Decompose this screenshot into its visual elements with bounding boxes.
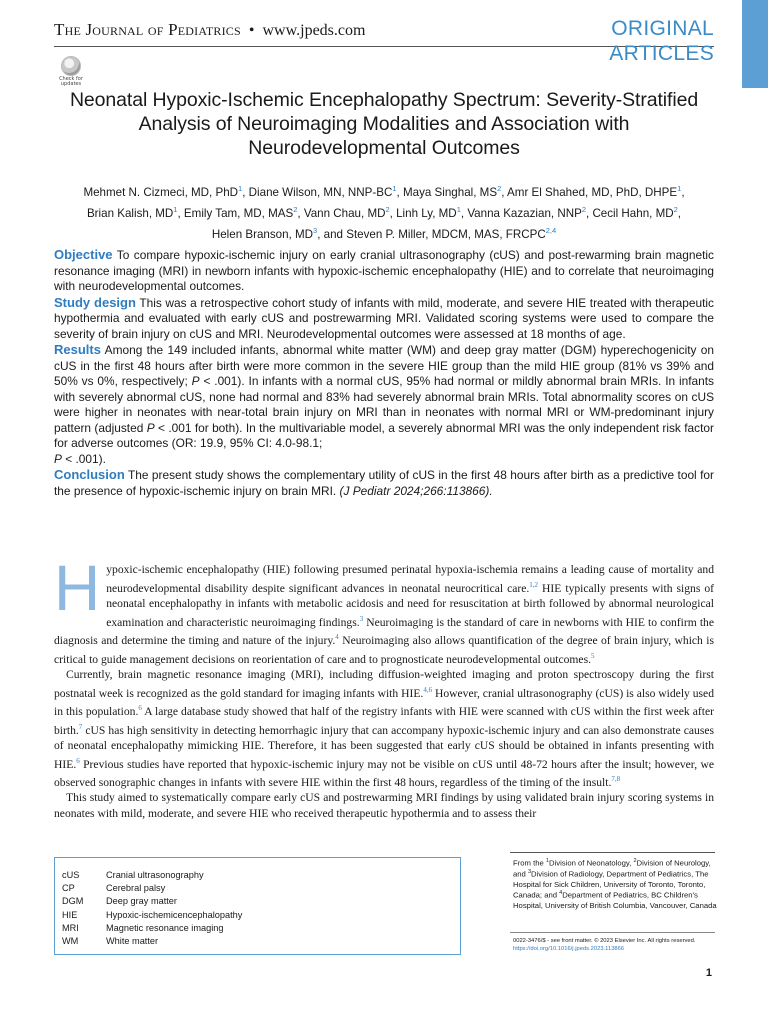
author: Diane Wilson, MN, NNP-BC (248, 185, 393, 199)
section-color-bar (742, 0, 768, 88)
author: Amr El Shahed, MD, PhD, DHPE (507, 185, 678, 199)
copyright-rule (510, 932, 715, 933)
reference-link[interactable]: 4 (335, 633, 339, 642)
article-title: Neonatal Hypoxic-Ischemic Encephalopathy Spectrum: Severity-Stratified Analysis of Neuroimaging Modalities and Association with Neurodevelopmental Outcomes (69, 89, 699, 159)
doi-link[interactable]: https://doi.org/10.1016/j.jpeds.2023.113866 (513, 946, 625, 952)
affiliations: From the $^1$Division of Neonatology, $^2$Division of Neurology, and $^3$Division of Radiology, Department of Pediatrics, The Hospital for Sick Children, University of Toronto, Toronto, Canada; and $^4$Department of Pediatrics, BC Children's Hospital, University of British Columbia, Vancouver, Canada (513, 858, 717, 910)
reference-link[interactable]: 7 (78, 722, 83, 731)
journal-name[interactable]: The Journal of Pediatrics (54, 20, 241, 39)
author-list: Mehmet N. Cizmeci, MD, PhD$^1$, Diane Wilson, MN, NNP-$BC^1$, Maya Singhal, $MS^2$, Amr El Shahed, MD, PhD, DHPE$^1$, Brian Kalish, $MD^1$, Emily Tam, MD, MAS$^2$, Vann Chau, $MD^2$, Linh Ly, $MD^1$, Vanna Kazazian, NNP$^2$, Cecil Hahn, $MD^2$, Helen Branson, $MD^3$, and Steven P. Miller, MDCM, MAS, FRCPC$^{2,4}$ (83, 184, 685, 241)
copyright: 0022-3476/$ - see front matter. © 2023 Elsevier Inc. All rights reserved. (513, 938, 696, 944)
abbreviation-row: CP Cerebral palsy (62, 883, 166, 894)
abbreviations-box (54, 857, 461, 955)
abbreviation-row: WM White matter (62, 936, 159, 947)
abbreviation-row: DGM Deep gray matter (62, 896, 177, 907)
abstract-conclusion: Conclusion The present study shows the complementary utility of cUS in the first 48 hours after birth as a predictive tool for the presence of hypoxic-ischemic injury on brain MRI. (J Pediatr 2024;266:113866). (54, 467, 714, 498)
header-separator: • (248, 22, 255, 39)
reference-link[interactable]: 5 (591, 651, 595, 660)
journal-website-link[interactable]: www.jpeds.com (262, 22, 366, 39)
paragraph: This study aimed to systematically compare early cUS and postrewarming MRI findings by using validated brain injury scoring systems in neonates with mild, moderate, and severe HIE who received therapeutic hypothermia and to assess their (54, 791, 714, 821)
reference-link[interactable]: 6 (76, 756, 80, 765)
author: Maya Singhal, MS (402, 185, 498, 199)
reference-link[interactable]: 4,6 (423, 685, 433, 694)
author: Linh Ly, MD (396, 206, 457, 220)
author: Mehmet N. Cizmeci, MD, PhD (83, 185, 239, 199)
abstract (54, 247, 714, 499)
abbreviation-row: cUS Cranial ultrasonography (62, 870, 204, 880)
paragraph: Hypoxic-ischemic encephalopathy (HIE) following presumed perinatal hypoxia-ischemia remains a leading cause of mortality and neurodevelopmental disability despite significant advances in neonatal neurocritical care.$^{1,2}$ HIE typically presents with signs of neonatal encephalopathy in infants with metabolic acidosis and need for resuscitation at birth followed by abnormal neurological examination and characteristic neuroimaging findings.$^3$ Neuroimaging is the standard of care in newborns with HIE to confirm the diagnosis and determine the timing and nature of the injury.$^4$ Neuroimaging also allows quantification of the degree of brain injury, which is critical to guide management decisions on reorientation of care and to prognosticate neurodevelopmental outcomes.$^5$ (54, 552, 714, 666)
abstract-study-design: Study design This was a retrospective cohort study of infants with mild, moderate, and severe HIE treated with therapeutic hypothermia and evaluated with early cUS and postrewarming MRI. Validated scoring systems were used to compare the severity of brain injury on cUS and MRI. Neurodevelopmental outcomes were assessed at 18 months of age. (54, 294, 715, 341)
section-label: ORIGINAL ARTICLES (609, 17, 714, 65)
reference-link[interactable]: 6 (138, 704, 142, 713)
paragraph: Currently, brain magnetic resonance imaging (MRI), including diffusion-weighted imaging and proton spectroscopy during the first postnatal week is recognized as the gold standard for imaging infants with HIE.$^{4,6}$ However, cranial ultrasonography (cUS) is also widely used in this population.$^6$ A large database study showed that half of the registry infants with HIE were scanned with cUS within the first week after birth.$^7$ cUS has high sensitivity in detecting hemorrhagic injury that can accompany hypoxic-ischemic injury and can also demonstrate causes of neonatal encephalopathy mimicking HIE. Therefore, it has been suggested that early cUS should be obtained in infants presenting with HIE.$^6$ Previous studies have reported that hypoxic-ischemic injury may not be visible on cUS until 48-72 hours after the insult; however, we observed sonographic changes in infants with severe HIE within the first 48 hours, regardless of the timing of the insult.$^{7,8}$ (54, 668, 715, 789)
author: Brian Kalish, MD (86, 206, 174, 220)
author: Emily Tam, MD, MAS (183, 206, 294, 220)
crossmark-icon (61, 56, 81, 76)
author: Helen Branson, MD (211, 227, 314, 241)
author: Vann Chau, MD (303, 206, 386, 220)
abbreviation-row: HIE Hypoxic-ischemicencephalopathy (62, 909, 243, 920)
abstract-objective: Objective To compare hypoxic-ischemic injury on early cranial ultrasonography (cUS) and post-rewarming brain magnetic resonance imaging (MRI) in newborn infants with hypoxic-ischemic encephalopathy (HIE) and to correlate that neuroimaging with neurodevelopmental outcomes. (54, 247, 714, 293)
drop-cap: H (54, 552, 101, 624)
citation: (J Pediatr 2024;266:113866). (339, 483, 493, 498)
page-number: 1 (705, 967, 712, 979)
affiliation-rule (510, 852, 715, 853)
abbreviation-row: MRI Magnetic resonance imaging (62, 922, 224, 933)
author: Cecil Hahn, MD (592, 206, 674, 220)
author: Steven P. Miller, MDCM, MAS, FRCPC (346, 227, 546, 241)
body-text (54, 552, 715, 822)
reference-link[interactable]: 1,2 (529, 580, 539, 589)
abstract-results: Results Among the 149 included infants, abnormal white matter (WM) and deep gray matter (DGM) hyperechogenicity on cUS in the first 48 hours after birth were more common in the severe HIE group than the mild HIE group (81% vs 39% and 50% vs 0%, respectively; P < .001). In infants with a normal cUS, 95% had normal or mildly abnormal brain MRIs. In infants with severely abnormal cUS, none had normal and 83% had severely abnormal brain MRIs. Total abnormality scores on cUS were higher in neonates with near-total brain injury on MRI than in neonates with normal MRI or WM-predominant injury pattern (adjusted P < .001 for both). In the multivariable model, a severely abnormal MRI was the only independent risk factor for adverse outcomes (OR: 19.9, 95% CI: 4.0-98.1; P < .001). (54, 342, 715, 466)
journal-header (54, 20, 365, 46)
check-for-updates-badge[interactable]: Check for updates (56, 56, 86, 92)
author: Vanna Kazazian, NNP (467, 206, 582, 220)
reference-link[interactable]: 3 (359, 614, 364, 623)
reference-link[interactable]: 7,8 (611, 775, 621, 783)
